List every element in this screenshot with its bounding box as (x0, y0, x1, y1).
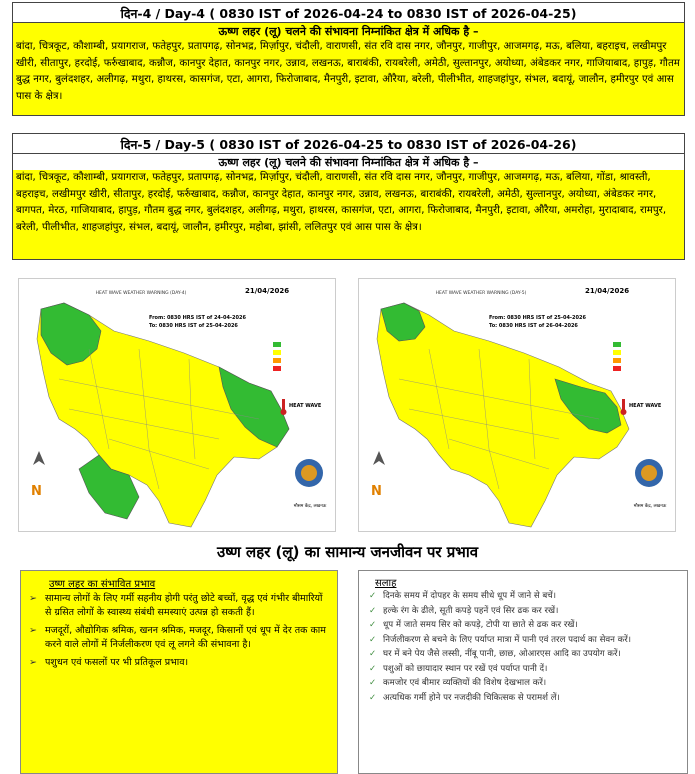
advice-item-text: घर में बने पेय जैसे लस्सी, नींबू पानी, छाछ, ओआरएस आदि का उपयोग करें। (383, 649, 621, 659)
check-icon: ✓ (369, 620, 377, 630)
day4-heading: दिन-4 / Day-4 ( 0830 IST of 2026-04-24 to 0830 IST of 2026-04-25) (13, 3, 684, 23)
check-icon: ✓ (369, 663, 377, 674)
arrow-bullet-icon: ➢ (29, 593, 37, 604)
check-icon: ✓ (369, 634, 377, 645)
check-icon: ✓ (369, 692, 377, 703)
impact-item (29, 592, 329, 620)
advice-item (367, 664, 679, 676)
day5-warning-block (12, 133, 685, 260)
advice-item-text: पशुओं को छायादार स्थान पर रखें एवं पर्याप्त पानी दें। (383, 663, 548, 674)
advice-item-text: धूप में जाते समय सिर को कपड़े, टोपी या छाते से ढक कर रखें। (383, 620, 578, 630)
day4-north-label: N (31, 484, 42, 499)
advice-item (367, 635, 679, 647)
advice-item-text: हल्के रंग के ढीले, सूती कपड़े पहनें एवं सिर ढक कर रखें। (383, 605, 559, 616)
impact-list (29, 592, 329, 670)
day4-warning-block (12, 2, 685, 116)
day5-valid-to: To: 0830 HRS IST of 26-04-2026 (489, 323, 578, 329)
day5-map-date: 21/04/2026 (585, 287, 630, 295)
day4-district-list: बांदा, चित्रकूट, कौशाम्बी, प्रयागराज, फतेहपुर, प्रतापगढ़, सोनभद्र, मिर्ज़ापुर, चंदौली, वाराणसी, संत रवि दास नगर, जौनपुर, गाजीपुर, आजमगढ़, मऊ, बलिया, बहराइच, लखीमपुर खीरी, सीतापुर, हरदोई, फर्रुखाबाद, कन्नौज, कानपुर देहात, कानपुर नगर, उन्नाव, लखनऊ, बाराबंकी, रायबरेली, अमेठी, सुल्तानपुर, अयोध्या, अंबेडकर नगर, गाजियाबाद, हापुड़, गौतम बुद्ध नगर, बुलंदशहर, अलीगढ़, मथुरा, हाथरस, कासगंज, एटा, आगरा, फिरोजाबाद, मैनपुरी, इटावा, औरैया, बरेली, पीलीभीत, शाहजहांपुर, संभल, बदायूं, जालौन, हमीरपुर एवं आस पास के क्षेत्र। (13, 39, 684, 107)
day5-warning-map (358, 278, 676, 532)
advice-item (367, 693, 679, 705)
day4-subheading: ऊष्ण लहर (लू) चलने की संभावना निम्नांकित क्षेत्र में अधिक है – (13, 23, 684, 39)
day5-district-list: बांदा, चित्रकूट, कौशाम्बी, प्रयागराज, फतेहपुर, प्रतापगढ़, सोनभद्र, मिर्ज़ापुर, चंदौली, वाराणसी, संत रवि दास नगर, जौनपुर, गाजीपुर, आजमगढ़, मऊ, बलिया, गोंडा, श्रावस्ती, बहराइच, लखीमपुर खीरी, सीतापुर, हरदोई, फर्रुखाबाद, कन्नौज, कानपुर देहात, कानपुर नगर, उन्नाव, लखनऊ, बाराबंकी, रायबरेली, अमेठी, सुल्तानपुर, अयोध्या, अंबेडकर नगर, बागपत, मेरठ, गाजियाबाद, हापुड़, गौतम बुद्ध नगर, बुलंदशहर, अलीगढ़, मथुरा, हाथरस, कासगंज, एटा, आगरा, फिरोजाबाद, मैनपुरी, इटावा, औरैया, अमरोहा, मुरादाबाद, रामपुर, बरेली, पीलीभीत, शाहजहांपुर, संभल, बदायूं, जालौन, हमीरपुर, महोबा, झांसी, ललितपुर एवं आस पास के क्षेत्र। (13, 170, 684, 238)
check-icon: ✓ (369, 591, 377, 601)
day5-subheading: ऊष्ण लहर (लू) चलने की संभावना निम्नांकित क्षेत्र में अधिक है – (13, 154, 684, 170)
day5-valid-from: From: 0830 HRS IST of 25-04-2026 (489, 315, 586, 321)
advice-item (367, 591, 679, 603)
day4-map-date: 21/04/2026 (245, 287, 290, 295)
impact-item (29, 624, 329, 652)
day5-heat-wave-label: HEAT WAVE (629, 403, 662, 409)
arrow-bullet-icon: ➢ (29, 625, 37, 636)
advice-item (367, 620, 679, 632)
arrow-bullet-icon: ➢ (29, 657, 37, 668)
impact-item-text: सामान्य लोगों के लिए गर्मी सहनीय होगी परंतु छोटे बच्चों, वृद्ध एवं गंभीर बीमारियों से ग्रसित लोगों के स्वास्थ्य संबंधी समस्याएं उत्पन्न हो सकती हैं। (45, 593, 323, 618)
impact-section-title: उष्ण लहर (लू) का सामान्य जनजीवन पर प्रभाव (216, 543, 479, 561)
impact-item-text: पशुधन एवं फसलों पर भी प्रतिकूल प्रभाव। (45, 657, 189, 668)
advice-item (367, 678, 679, 690)
advice-box-title: सलाह (375, 578, 397, 589)
day4-logo-caption: मौसम केंद्र, लखनऊ (293, 504, 327, 509)
advice-item (367, 606, 679, 618)
day4-map-title: HEAT WAVE WEATHER WARNING (DAY-4) (95, 291, 187, 296)
check-icon: ✓ (369, 649, 377, 659)
advice-item-text: निर्जलीकरण से बचने के लिए पर्याप्त मात्रा में पानी एवं तरल पदार्थ का सेवन करें। (383, 634, 632, 645)
advice-box (358, 570, 688, 774)
advice-list (367, 591, 679, 704)
impact-item-text: मजदूरों, औद्योगिक श्रमिक, खनन श्रमिक, मजदूर, किसानों एवं धूप में देर तक काम करने वाले लोगों में निर्जलीकरण एवं लू लगने की संभावना है। (45, 625, 326, 650)
day5-north-label: N (371, 484, 382, 499)
advice-item-text: दिनके समय में दोपहर के समय सीधे धूप में जाने से बचें। (383, 591, 556, 601)
day5-logo-caption: मौसम केंद्र, लखनऊ (633, 504, 667, 509)
impact-item (29, 656, 329, 670)
day4-heat-wave-label: HEAT WAVE (289, 403, 322, 409)
impact-box-title: उष्ण लहर का संभावित प्रभाव (49, 579, 156, 590)
day4-warning-map (18, 278, 336, 532)
day4-valid-to: To: 0830 HRS IST of 25-04-2026 (149, 323, 238, 329)
check-icon: ✓ (369, 605, 377, 616)
day5-heading: दिन-5 / Day-5 ( 0830 IST of 2026-04-25 to 0830 IST of 2026-04-26) (13, 134, 684, 154)
advice-item (367, 649, 679, 661)
day5-map-title: HEAT WAVE WEATHER WARNING (DAY-5) (435, 291, 527, 296)
check-icon: ✓ (369, 678, 377, 688)
impact-box (20, 570, 338, 774)
day4-valid-from: From: 0830 HRS IST of 24-04-2026 (149, 315, 246, 321)
advice-item-text: अत्यधिक गर्मी होने पर नजदीकी चिकित्सक से परामर्श लें। (383, 692, 560, 703)
advice-item-text: कमजोर एवं बीमार व्यक्तियों की विशेष देखभाल करें। (383, 678, 547, 688)
